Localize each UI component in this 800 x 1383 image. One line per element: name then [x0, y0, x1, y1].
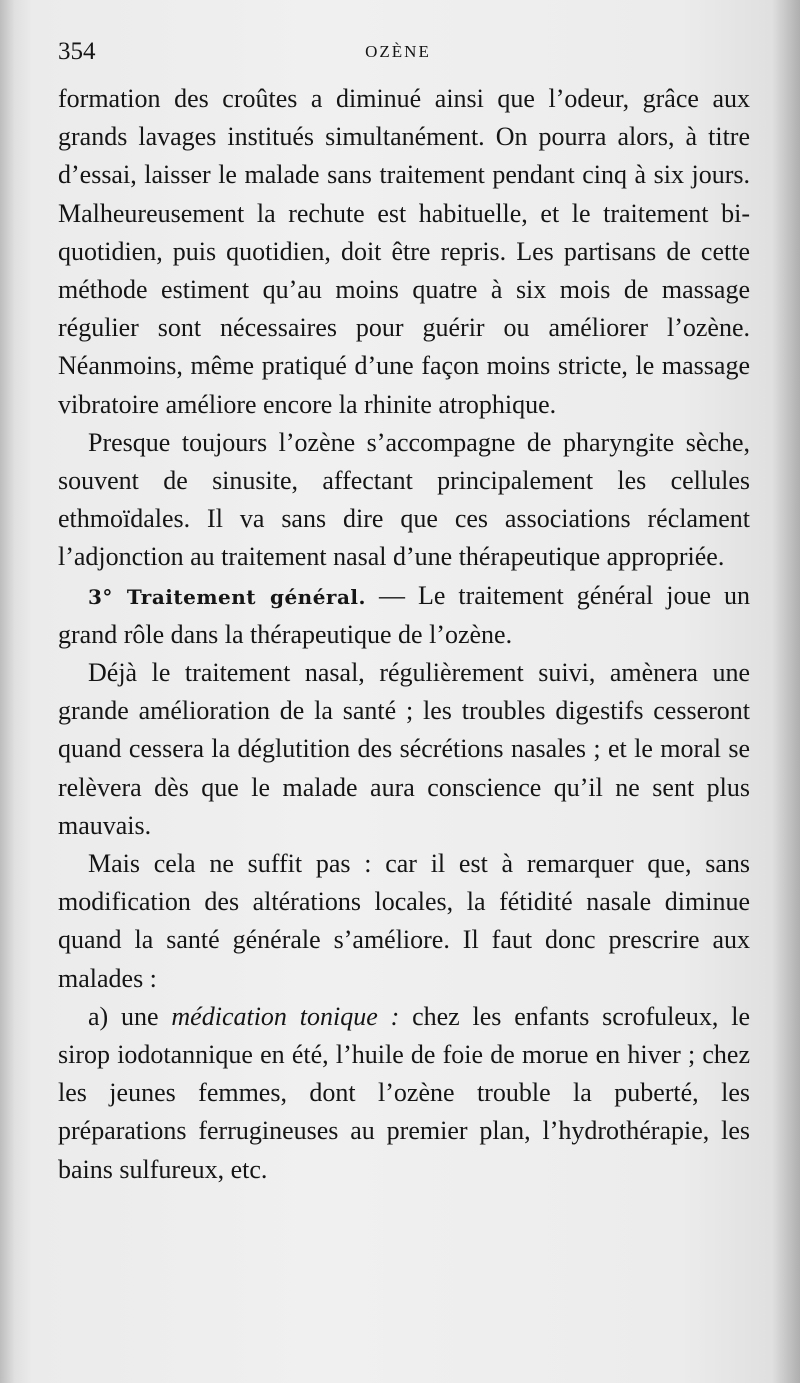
section-heading: 3° Traitement général. — [88, 584, 366, 609]
section-paragraph — [58, 577, 750, 654]
page-gutter-shadow — [772, 0, 800, 1383]
body-text — [58, 80, 750, 1189]
list-item-label: a) une — [88, 1001, 172, 1031]
paragraph: Presque toujours l’ozène s’accompagne de pharyngite sèche, souvent de sinusite, affectant principalement les cellules ethmoïdales. Il va sans dire que ces associations réclament l’adjonction au traitement nasal d’une thérapeutique appropriée. — [58, 427, 750, 572]
paragraph: Mais cela ne suffit pas : car il est à remarquer que, sans modification des altérations locales, la fétidité nasale diminue quand la santé générale s’améliore. Il faut donc prescrire aux malades : — [58, 849, 750, 993]
list-item-paragraph — [58, 998, 750, 1189]
page-number: 354 — [58, 38, 96, 65]
running-head: OZÈNE — [365, 42, 431, 61]
emphasis-term: médication tonique : — [171, 1001, 400, 1031]
page-left-edge — [0, 0, 14, 1383]
section-text: — Le traitement général joue un grand rôle dans la thérapeutique de l’ozène. — [58, 580, 750, 649]
paragraph: Déjà le traitement nasal, régulièrement suivi, amènera une grande amélioration de la santé ; les troubles digestifs cesseront quand cessera la déglutition des sécrétions nasales ; et le moral se relèvera dès que le malade aura conscience qu’il ne sent plus mauvais. — [58, 658, 750, 840]
list-item-text: chez les enfants scrofuleux, le sirop iodotannique en été, l’huile de foie de morue en hiver ; chez les jeunes femmes, dont l’ozène trouble la puberté, les préparations ferrugineuses au premier plan, l’hydrothérapie, les bains sulfureux, etc. — [58, 1001, 750, 1184]
paragraph: formation des croûtes a diminué ainsi que l’odeur, grâce aux grands lavages institués simultanément. On pourra alors, à titre d’essai, laisser le malade sans traitement pendant cinq à six jours. Malheureusement la rechute est habituelle, et le traitement bi-quotidien, puis quotidien, doit être repris. Les partisans de cette méthode estiment qu’au moins quatre à six mois de massage régulier sont nécessaires pour guérir ou améliorer l’ozène. Néanmoins, même pratiqué d’une façon moins stricte, le massage vibratoire améliore encore la rhinite atrophique. — [58, 84, 750, 419]
page-header — [58, 38, 758, 68]
